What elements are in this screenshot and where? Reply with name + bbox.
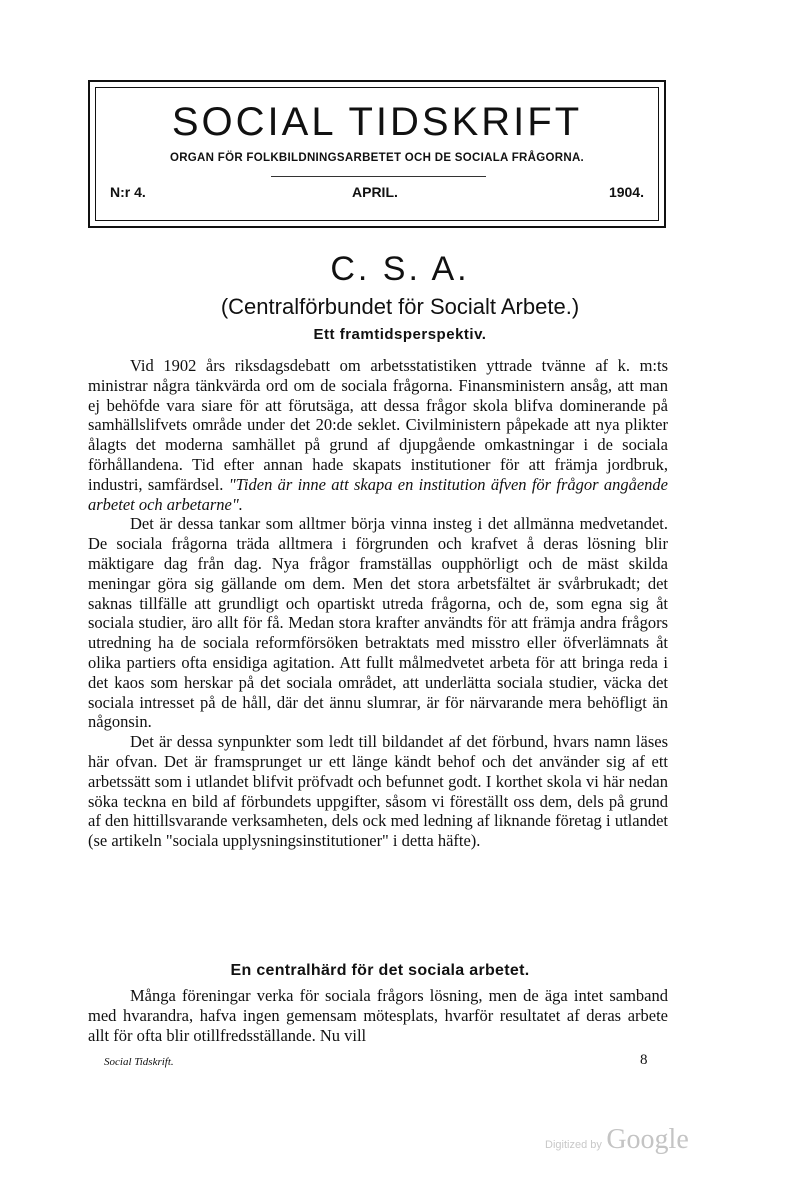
masthead-inner-border xyxy=(95,87,659,221)
section-heading: En centralhärd för det sociala arbetet. xyxy=(230,962,530,979)
paragraph-2: Det är dessa tankar som alltmer börja vinna insteg i det allmänna medvetandet. De sociala frågorna träda alltmera i förgrunden och krafvet å deras lösning blir mäktigare dag från dag. Nya frågor framställas oupphörligt och de mäst skilda meningar göra sig gällande om dem. Men det stora arbetsfältet är svårbrukadt; det saknas tillfälle att grundligt och opartiskt utreda frågorna, och de, som egna sig åt sociala studier, äro allt för få. Medan stora krafter användts för att främja andra frågors utredning ha de sociala reformförsöken betraktats med misstro eller öfverlämnats åt olika partiers ofta ensidiga agitation. Att fullt målmedvetet arbeta för att bringa reda i det kaos som herskar på det sociala området, att underlätta sociala studier, väcka det sociala intresset på de håll, där det ännu slumrar, är för närvarande mera behöfligt än någonsin. xyxy=(88,514,668,732)
issue-year: 1904. xyxy=(608,184,644,200)
google-logo: Google xyxy=(606,1124,689,1155)
masthead-divider xyxy=(271,176,486,177)
issue-month: APRIL. xyxy=(352,184,398,200)
paragraph-4: Många föreningar verka för sociala frågors lösning, men de äga intet samband med hvarandra, hafva ingen gemensam mötesplats, hvarför resultatet af deras arbete allt för ofta blir otillfredsställande. Nu vill xyxy=(88,986,668,1045)
article-body xyxy=(88,356,668,851)
journal-title: SOCIAL TIDSKRIFT xyxy=(171,100,583,144)
article-title: C. S. A. xyxy=(330,250,470,288)
article-subtitle: (Centralförbundet för Socialt Arbete.) xyxy=(220,294,580,319)
article-kicker: Ett framtidsperspektiv. xyxy=(313,326,487,343)
paragraph-1-quote: "Tiden är inne att skapa en institution äfven för frågor angående arbetet och arbetarne". xyxy=(88,474,669,514)
watermark-prefix: Digitized by xyxy=(545,1139,602,1151)
article-body-continued xyxy=(88,986,668,1045)
page-number: 8 xyxy=(640,1052,648,1068)
paragraph-1-text: Vid 1902 års riksdagsdebatt om arbetsstatistiken yttrade tvänne af k. m:ts ministrar några tänkvärda ord om de sociala frågorna. Finansministern ansåg, att man ej behöfde vara siare för att förutsäga, att dessa frågor skola blifva dominerande på samhällslifvets område under det 20:de seklet. Civilministern påpekade att nya plikter ålagts det moderna samhället på grund af djupgående omkastningar i de sociala förhållandena. Tid efter annan hade skapats institutioner för att främja jordbruk, industri, samfärdsel. xyxy=(88,356,668,494)
masthead xyxy=(88,80,666,228)
digitized-watermark xyxy=(545,1124,689,1156)
issue-number: N:r 4. xyxy=(110,184,146,200)
paragraph-3: Det är dessa synpunkter som ledt till bildandet af det förbund, hvars namn läses här ofvan. Det är framsprunget ur ett länge kändt behof och det använder sig af ett arbetssätt som i utlandet blifvit pröfvadt och befunnet godt. I korthet skola vi här nedan söka teckna en bild af förbundets uppgifter, såsom vi föreställt oss dem, dels på grund af den hittillsvarande verksamheten, dels ock med ledning af liknande företag i utlandet (se artikeln "sociala upplysningsinstitutioner" i detta häfte). xyxy=(88,732,668,851)
journal-subtitle: ORGAN FÖR FOLKBILDNINGSARBETET OCH DE SOCIALA FRÅGORNA. xyxy=(169,152,585,164)
paragraph-1 xyxy=(88,356,668,514)
footer-journal-name: Social Tidskrift. xyxy=(104,1056,174,1068)
